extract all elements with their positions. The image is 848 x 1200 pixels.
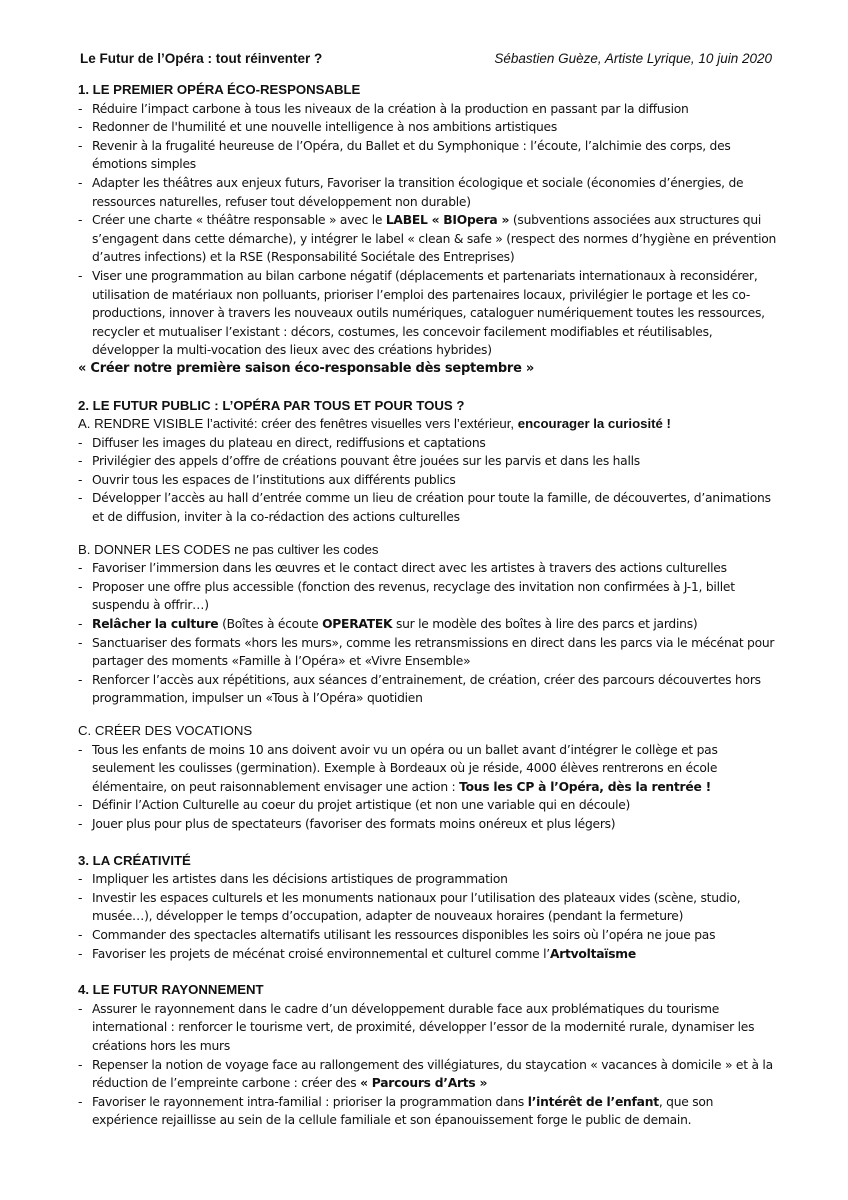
- list-item: - Ouvrir tous les espaces de l’institutions aux différents publics: [78, 471, 778, 490]
- section-callout: « Créer notre première saison éco-responsable dès septembre »: [78, 360, 535, 376]
- text-run: (Boîtes à écoute: [218, 617, 323, 632]
- text-run: sur le modèle des boîtes à lire des parcs et jardins): [392, 617, 698, 632]
- text-run: Tous les enfants de moins 10 ans doivent avoir vu un opéra ou un ballet avant d’intégrer le collège et pas seulement les coulisses (germination). Exemple à Bordeaux où je réside, 4000 élèves rentrerons en école élémentaire, on peut raisonnablement envisager une action :: [92, 742, 718, 794]
- list-item: - Investir les espaces culturels et les monuments nationaux pour l’utilisation des plateaux vides (scène, studio, musée…), développer le temps d’occupation, adapter de nouveaux horaires (pendant la fermeture): [78, 889, 778, 926]
- subsection-title: [78, 415, 778, 434]
- bullet-list: [78, 434, 778, 527]
- list-item: [78, 945, 778, 964]
- text-run: Repenser la notion de voyage face au rallongement des villégiatures, du staycation « vacances à domicile » et à la réduction de l’empreinte carbone : créer des: [92, 1057, 773, 1091]
- section-title: 3. LA CRÉATIVITÉ: [78, 852, 191, 868]
- subsection-a: [78, 415, 778, 527]
- section-4: [78, 981, 778, 1130]
- bold-run: l’intérêt de l’enfant: [527, 1094, 659, 1109]
- bold-run: LABEL « BIOpera »: [385, 213, 510, 228]
- list-item: [78, 211, 778, 267]
- subsection-b: [78, 541, 778, 708]
- section-title: 1. LE PREMIER OPÉRA ÉCO-RESPONSABLE: [78, 82, 361, 97]
- bold-run: OPERATEK: [322, 617, 393, 632]
- subsection-title: C. CRÉER DES VOCATIONS: [78, 723, 253, 738]
- bullet-list: [78, 870, 778, 963]
- document-body: [78, 81, 778, 1130]
- text-run: (subventions associées aux structures qui s’engagent dans cette démarche), y intégrer le label « clean & safe » (respect des normes d’hygiène en prévention d’autres infections) et la RSE (Responsabilité Sociétale des Entreprises): [92, 213, 777, 265]
- list-item: - Redonner de l'humilité et une nouvelle intelligence à nos ambitions artistiques: [78, 118, 778, 137]
- bold-run: Relâcher la culture: [92, 617, 219, 632]
- bullet-list: [78, 1000, 778, 1130]
- list-item: - Viser une programmation au bilan carbone négatif (déplacements et partenariats internationaux à reconsidérer, utilisation de matériaux non polluants, prioriser l’emploi des partenaires locaux, privilégier le portage et les co-productions, innover à travers les nouveaux outils numériques, cataloguer numériquement toutes les ressources, recycler et mutualiser l’existant : décors, costumes, les concevoir facilement modifiables et réutilisables, développer la multi-vocation des lieux avec des créations hybrides): [78, 267, 778, 360]
- list-item: - Renforcer l’accès aux répétitions, aux séances d’entrainement, de création, créer des parcours découvertes hors programmation, impulser un «Tous à l’Opéra» quotidien: [78, 671, 778, 708]
- list-item: - Assurer le rayonnement dans le cadre d’un développement durable face aux problématiques du tourisme international : renforcer le tourisme vert, de proximité, développer l’essor de la modernité rurale, dynamiser les créations hors les murs: [78, 1000, 778, 1056]
- list-item: - Réduire l’impact carbone à tous les niveaux de la création à la production en passant par la diffusion: [78, 100, 778, 119]
- section-1: [78, 81, 778, 379]
- list-item: - Définir l’Action Culturelle au coeur du projet artistique (et non une variable qui en découle): [78, 796, 778, 815]
- list-item: - Développer l’accès au hall d’entrée comme un lieu de création pour toute la famille, de découvertes, d’animations et de diffusion, inviter à la co-rédaction des actions culturelles: [78, 489, 778, 526]
- list-item: - Privilégier des appels d’offre de créations pouvant être jouées sur les parvis et dans les halls: [78, 452, 778, 471]
- bullet-list: [78, 741, 778, 834]
- subsection-c: [78, 722, 778, 834]
- section-title: 2. LE FUTUR PUBLIC : L’OPÉRA PAR TOUS ET POUR TOUS ?: [78, 397, 465, 413]
- text-run: , que son expérience rejaillisse au sein de la cellule familiale et son épanouissement forge le public de demain.: [92, 1094, 714, 1128]
- document-title: Le Futur de l’Opéra : tout réinventer ?: [80, 51, 323, 66]
- bullet-list: [78, 100, 778, 360]
- list-item: - Proposer une offre plus accessible (fonction des revenus, recyclage des invitation non confirmées à J-1, billet suspendu à offrir…): [78, 578, 778, 615]
- subsection-title: B. DONNER LES CODES ne pas cultiver les codes: [78, 541, 379, 557]
- section-2: [78, 397, 778, 834]
- author-line: Sébastien Guèze, Artiste Lyrique, 10 juin 2020: [494, 51, 772, 66]
- list-item: - Favoriser l’immersion dans les œuvres et le contact direct avec les artistes à travers des actions culturelles: [78, 559, 778, 578]
- bold-run: Artvoltaïsme: [549, 946, 636, 961]
- list-item: - Diffuser les images du plateau en direct, rediffusions et captations: [78, 434, 778, 453]
- text-run: Favoriser les projets de mécénat croisé environnemental et culturel comme l’: [92, 946, 550, 961]
- list-item: [78, 741, 778, 797]
- list-item: - Impliquer les artistes dans les décisions artistiques de programmation: [78, 870, 778, 889]
- list-item: [78, 1056, 778, 1093]
- section-title: 4. LE FUTUR RAYONNEMENT: [78, 982, 264, 998]
- text-run: Créer une charte « théâtre responsable » avec le: [92, 213, 386, 228]
- list-item: [78, 1093, 778, 1130]
- bold-run: encourager la curiosité !: [517, 416, 671, 432]
- list-item: - Sanctuariser des formats «hors les murs», comme les retransmissions en direct dans les parcs via le mécénat pour partager des moments «Famille à l’Opéra» et «Vivre Ensemble»: [78, 634, 778, 671]
- text-run: A. RENDRE VISIBLE l’activité: créer des fenêtres visuelles vers l’extérieur,: [78, 416, 518, 432]
- list-item: [78, 615, 778, 634]
- text-run: Favoriser le rayonnement intra-familial : prioriser la programmation dans: [92, 1094, 528, 1109]
- list-item: - Adapter les théâtres aux enjeux futurs, Favoriser la transition écologique et sociale (économies d’énergies, de ressources naturelles, refuser tout développement non durable): [78, 174, 778, 211]
- bold-run: Tous les CP à l’Opéra, dès la rentrée !: [459, 779, 711, 794]
- bullet-list: [78, 559, 778, 708]
- bold-run: « Parcours d’Arts »: [360, 1076, 488, 1091]
- list-item: - Revenir à la frugalité heureuse de l’Opéra, du Ballet et du Symphonique : l’écoute, l’alchimie des corps, des émotions simples: [78, 137, 778, 174]
- list-item: - Commander des spectacles alternatifs utilisant les ressources disponibles les soirs où l’opéra ne joue pas: [78, 926, 778, 945]
- section-3: [78, 852, 778, 964]
- list-item: - Jouer plus pour plus de spectateurs (favoriser des formats moins onéreux et plus légers): [78, 815, 778, 834]
